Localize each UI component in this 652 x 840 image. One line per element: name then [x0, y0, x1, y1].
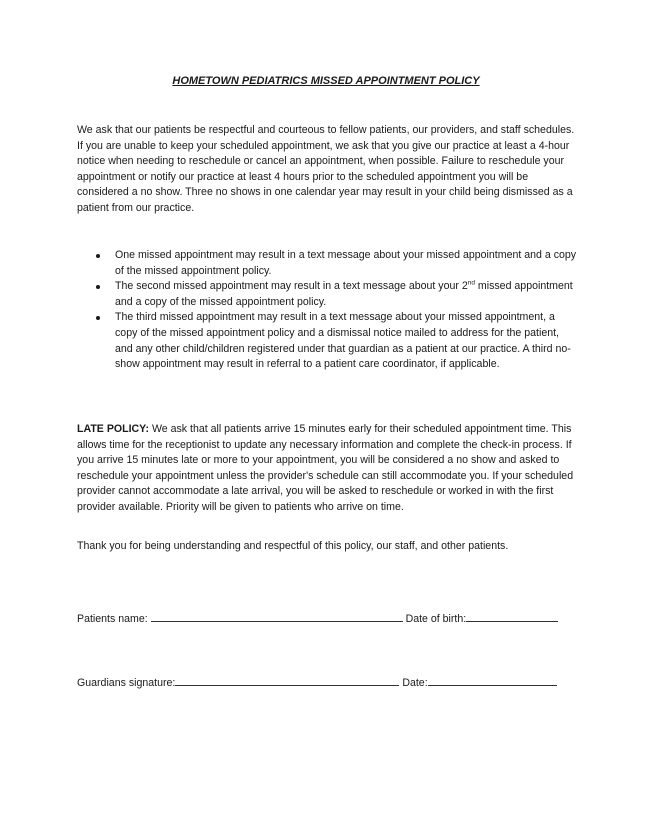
document-title: HOMETOWN PEDIATRICS MISSED APPOINTMENT POLICY [172, 75, 480, 87]
list-item [77, 248, 579, 279]
missed-appointment-list [77, 248, 579, 373]
intro-paragraph: We ask that our patients be respectful and courteous to fellow patients, our providers, and staff schedules. If you are unable to keep your scheduled appointment, we ask that you give our practice at least a 4-hour notice when needing to reschedule or cancel an appointment, when possible. Failure to reschedule your appointment or notify our practice at least 4 hours prior to the scheduled appointment you will be considered a no show. Three no shows in one calendar year may result in your child being dismissed as a patient from our practice. [77, 124, 575, 214]
bullet-icon [96, 285, 100, 289]
date-label: Date: [402, 677, 428, 689]
guardian-signature-row [77, 675, 572, 690]
late-policy-text: We ask that all patients arrive 15 minutes early for their scheduled appointment time. This allows time for the receptionist to update any necessary information and complete the check-in process. If you arrive 15 minutes late or more to your appointment, you will be considered a no show and asked to reschedule your appointment unless the provider's schedule can still accommodate you. If your scheduled provider cannot accommodate a late arrival, you will be asked to reschedule or worked in with the first provider available. Priority will be given to patients who arrive on time. [77, 423, 574, 513]
list-item [77, 310, 579, 372]
ordinal-superscript: nd [467, 279, 475, 287]
guardian-signature-label: Guardians signature: [77, 677, 176, 689]
date-of-birth-field[interactable] [466, 611, 558, 622]
patient-name-label: Patients name: [77, 613, 151, 625]
bullet-text-1: One missed appointment may result in a text message about your missed appointment and a copy of the missed appointment policy. [115, 249, 577, 277]
bullet-text-2-start: The second missed appointment may result in a text message about your 2 [115, 280, 468, 293]
bullet-text-3: The third missed appointment may result in a text message about your missed appointment, a copy of the missed appointment policy and a dismissal notice mailed to address for the patient, and any other child/children registered under that guardian as a patient at our practice. A third no-show appointment may result in referral to a patient care coordinator, if applicable. [115, 311, 571, 371]
guardian-signature-field[interactable] [175, 675, 399, 686]
bullet-icon [96, 316, 100, 320]
bullet-icon [96, 254, 100, 258]
patient-info-row [77, 611, 572, 626]
late-policy-label: LATE POLICY: [77, 423, 149, 435]
patient-name-field[interactable] [151, 611, 403, 622]
date-field[interactable] [428, 675, 557, 686]
list-item [77, 279, 579, 310]
bullet-text-2-end: missed appointment and a copy of the missed appointment policy. [115, 280, 573, 308]
date-of-birth-label: Date of birth: [405, 613, 467, 625]
late-policy-paragraph [77, 422, 579, 516]
thanks-paragraph: Thank you for being understanding and respectful of this policy, our staff, and other patients. [77, 540, 509, 552]
